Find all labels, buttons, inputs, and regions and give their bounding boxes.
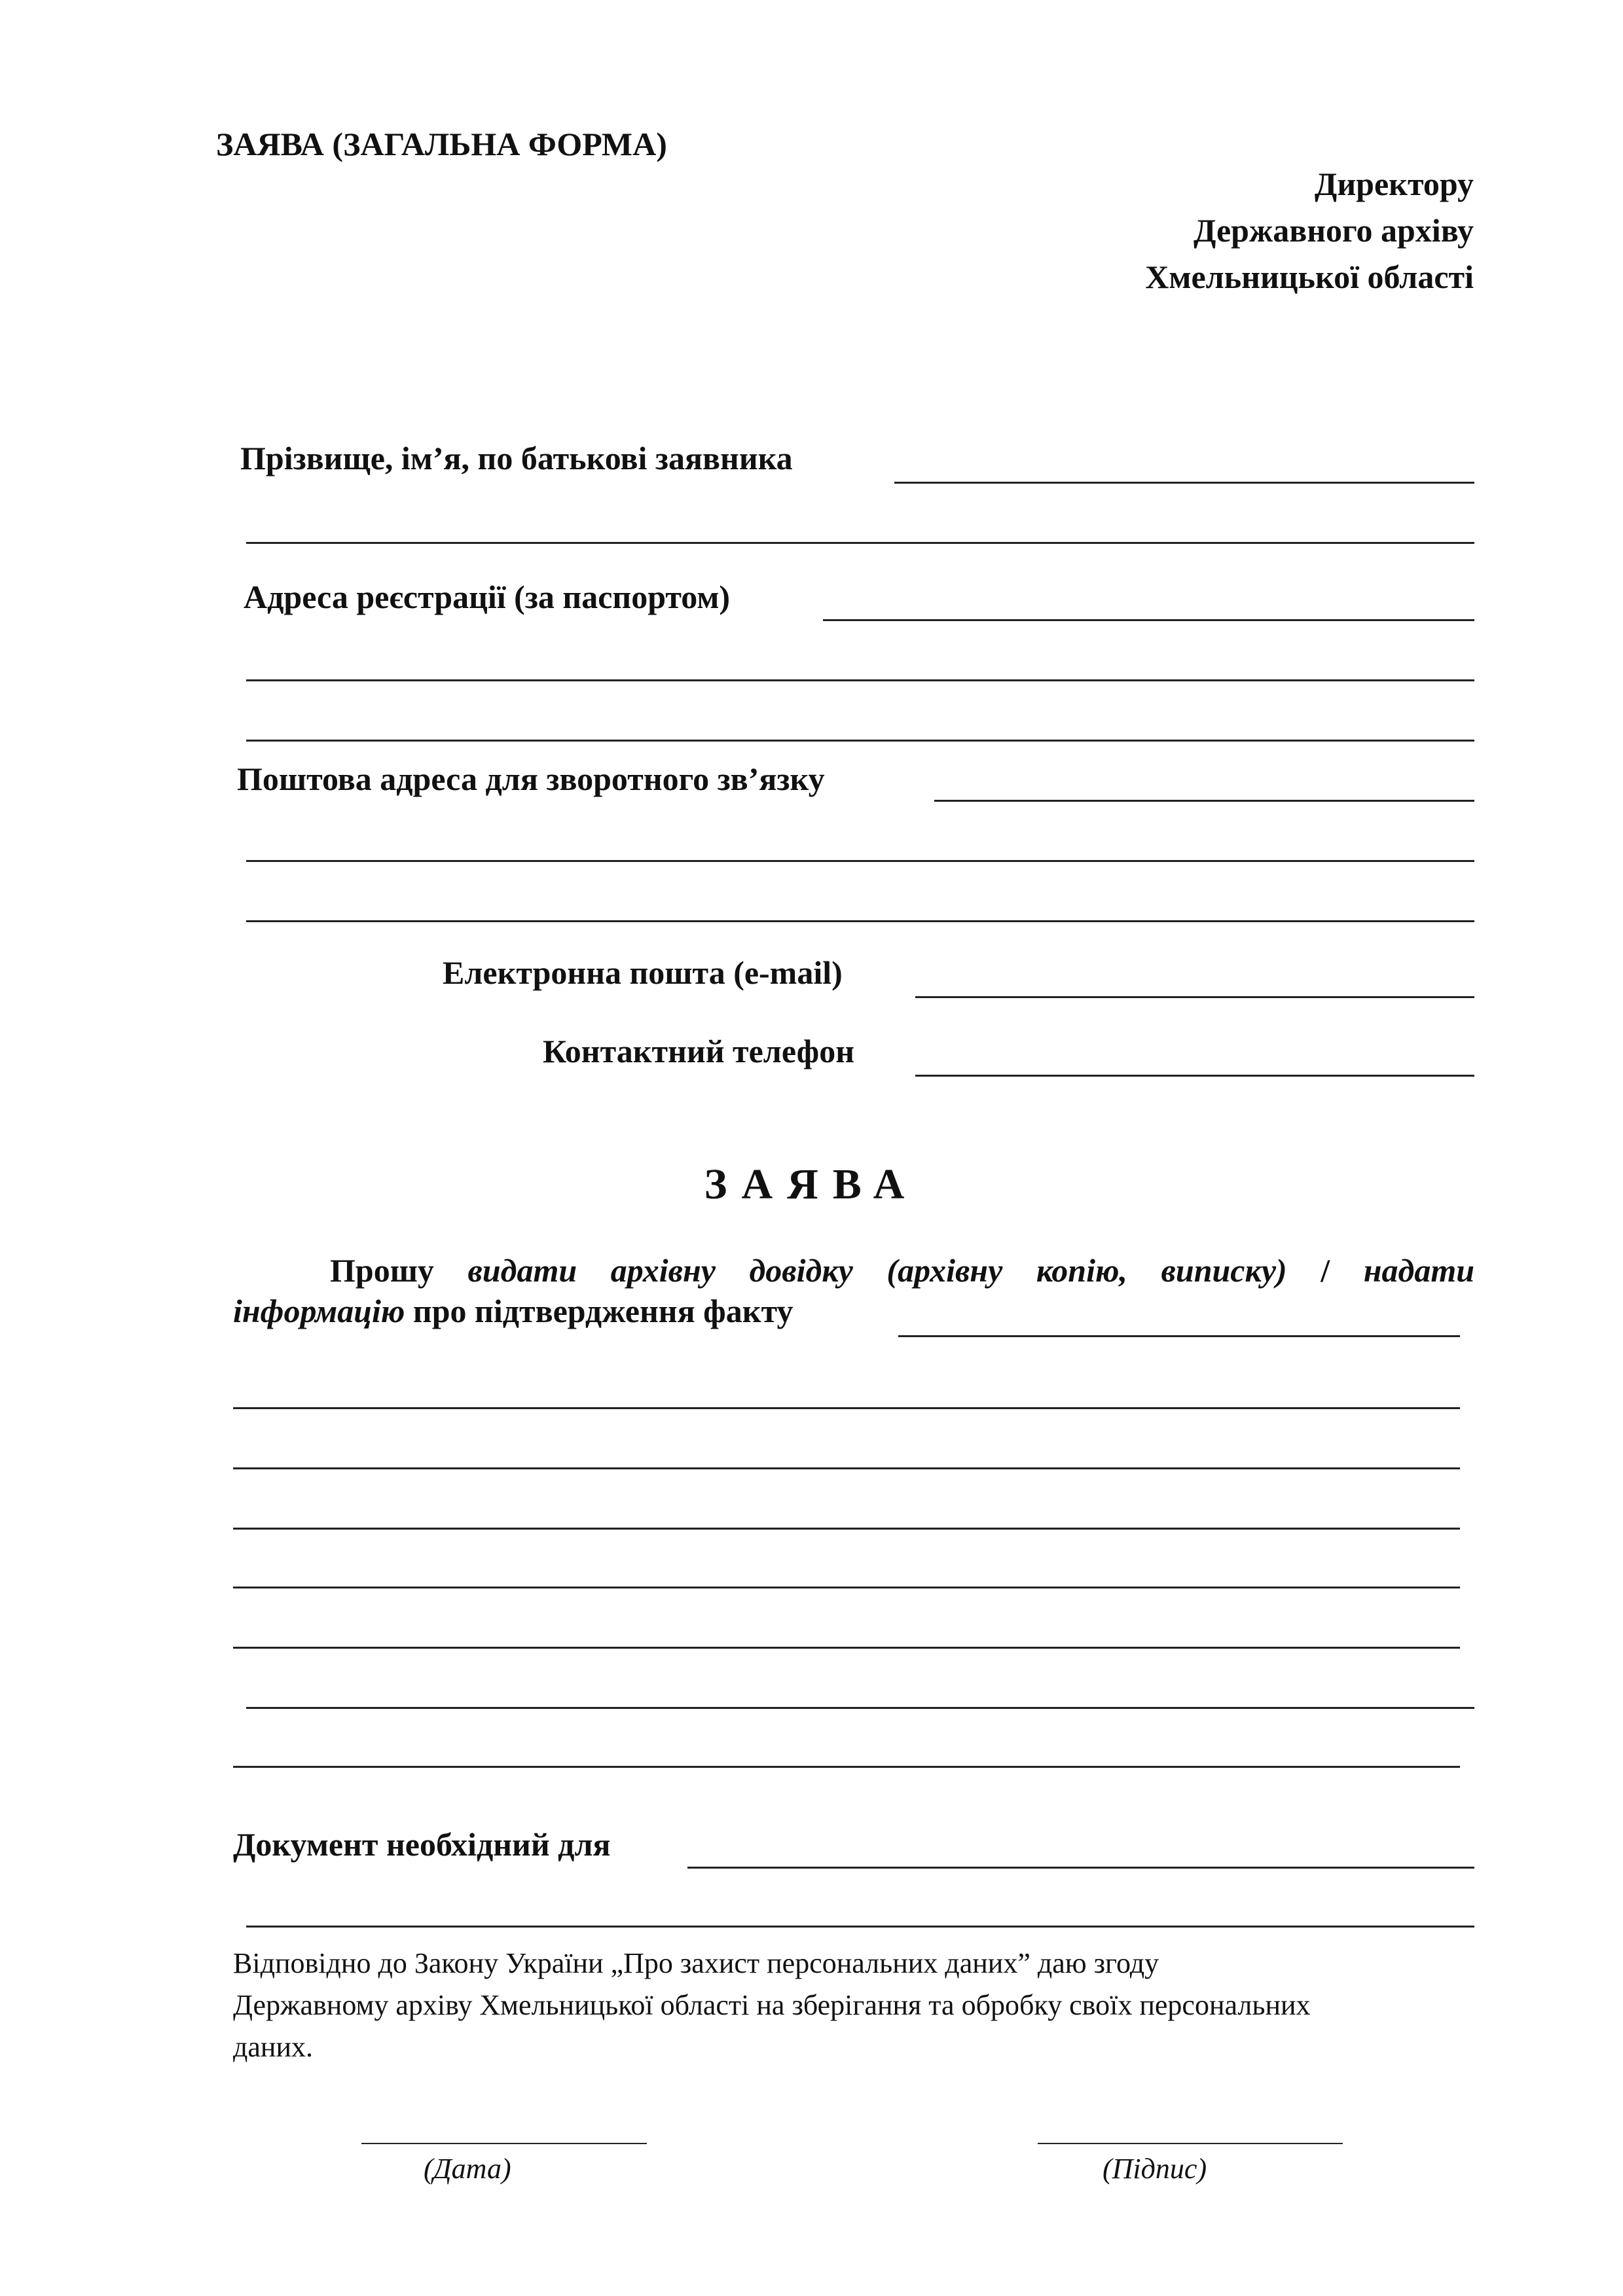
request-end: про підтвердження факту — [412, 1293, 793, 1329]
full-name-input-line-2[interactable] — [246, 542, 1474, 544]
signature-input-line[interactable] — [1038, 2143, 1343, 2144]
application-heading: ЗАЯВА — [704, 1160, 919, 1208]
request-input-line-3[interactable] — [233, 1467, 1460, 1469]
phone-label: Контактний телефон — [543, 1033, 855, 1069]
request-input-line-7[interactable] — [246, 1707, 1474, 1709]
postal-address-input-line-3[interactable] — [246, 920, 1474, 922]
request-input-line-2[interactable] — [233, 1407, 1460, 1409]
consent-text — [233, 1943, 1477, 2068]
full-name-label: Прізвище, ім’я, по батькові заявника — [240, 440, 793, 476]
date-input-line[interactable] — [361, 2143, 647, 2144]
consent-line: даних. — [233, 2031, 314, 2063]
purpose-label: Документ необхідний для — [233, 1826, 611, 1863]
request-line-2 — [233, 1291, 1474, 1331]
email-label: Електронна пошта (e-mail) — [443, 954, 843, 991]
purpose-input-line-2[interactable] — [246, 1926, 1474, 1928]
addressee-line: Державного архіву — [1193, 212, 1474, 249]
registration-address-input-line-3[interactable] — [246, 740, 1474, 742]
postal-address-input-line[interactable] — [934, 800, 1474, 802]
request-slash: / — [1321, 1252, 1330, 1289]
form-title: ЗАЯВА (ЗАГАЛЬНА ФОРМА) — [216, 126, 667, 162]
request-start: Прошу — [330, 1252, 434, 1289]
request-italic-2b: інформацію — [233, 1293, 405, 1329]
request-italic-1: видати архівну довідку (архівну копію, виписку) — [467, 1252, 1287, 1289]
postal-address-input-line-2[interactable] — [246, 860, 1474, 862]
purpose-input-line[interactable] — [687, 1867, 1474, 1869]
postal-address-label: Поштова адреса для зворотного зв’язку — [237, 761, 825, 797]
phone-input-line[interactable] — [915, 1075, 1474, 1077]
full-name-input-line[interactable] — [894, 482, 1474, 484]
addressee-line: Хмельницької області — [1145, 259, 1474, 295]
date-caption: (Дата) — [424, 2153, 511, 2185]
request-input-line[interactable] — [898, 1335, 1460, 1337]
signature-caption: (Підпис) — [1103, 2153, 1207, 2185]
registration-address-label: Адреса реєстрації (за паспортом) — [244, 579, 731, 615]
addressee-block — [1145, 161, 1474, 300]
consent-line: Відповідно до Закону України „Про захист персональних даних” даю згоду — [233, 1947, 1159, 1979]
request-input-line-8[interactable] — [233, 1766, 1460, 1768]
email-input-line[interactable] — [915, 996, 1474, 998]
request-italic-2a: надати — [1363, 1252, 1475, 1289]
request-paragraph — [233, 1250, 1474, 1331]
request-input-line-6[interactable] — [233, 1647, 1460, 1649]
registration-address-input-line-2[interactable] — [246, 679, 1474, 681]
addressee-line: Директору — [1314, 166, 1474, 202]
request-input-line-5[interactable] — [233, 1587, 1460, 1588]
consent-line: Державному архіву Хмельницької області на зберігання та обробку своїх персональних — [233, 1989, 1311, 2021]
request-input-line-4[interactable] — [233, 1528, 1460, 1530]
request-line-1 — [233, 1250, 1474, 1291]
registration-address-input-line[interactable] — [823, 619, 1474, 621]
